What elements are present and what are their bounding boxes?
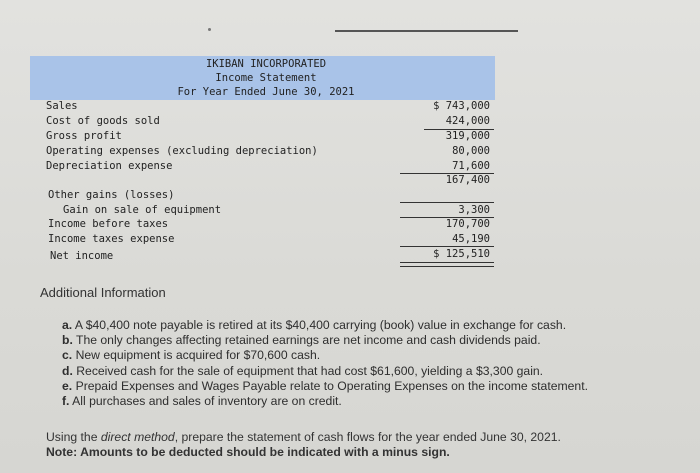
line-value: 424,000 (445, 115, 490, 127)
line-value: 319,000 (445, 130, 490, 142)
item-letter: b. (62, 333, 73, 348)
item-text: The only changes affecting retained earnings are net income and cash dividends paid. (76, 333, 541, 348)
instruction-method: direct method (100, 430, 175, 444)
instructions (46, 430, 686, 460)
line-label: Gross profit (46, 130, 122, 142)
line-value: 3,300 (458, 204, 490, 216)
line-value: 170,700 (445, 218, 490, 230)
line-label: Net income (50, 250, 114, 262)
item-text: Received cash for the sale of equipment that had cost $61,600, yielding a $3,300 gain. (76, 363, 544, 378)
item-letter: a. (62, 318, 73, 332)
list-item (62, 394, 682, 409)
item-letter: e. (62, 378, 73, 393)
instruction-line (46, 430, 686, 445)
item-letter: d. (62, 363, 73, 378)
company-name: IKIBAN INCORPORATED (205, 58, 327, 70)
list-item (62, 348, 682, 363)
line-value: $ 743,000 (433, 100, 490, 112)
list-item (62, 318, 682, 333)
statement-period: For Year Ended June 30, 2021 (177, 86, 355, 98)
item-text: New equipment is acquired for $70,600 cash. (75, 348, 321, 363)
line-label: Sales (46, 100, 78, 112)
line-label: Cost of goods sold (46, 115, 160, 127)
line-value: 71,600 (452, 160, 490, 172)
double-underline (400, 262, 494, 267)
statement-title: Income Statement (215, 72, 317, 84)
instruction-suffix: , prepare the statement of cash flows for the year ended June 30, 2021. (174, 430, 561, 444)
list-item (62, 333, 682, 348)
item-text: All purchases and sales of inventory are on credit. (72, 394, 342, 409)
line-value: 80,000 (452, 145, 490, 157)
line-value: 167,400 (445, 174, 490, 186)
stray-mark (208, 28, 211, 31)
item-letter: f. (62, 394, 70, 409)
additional-info-title: Additional Information (40, 285, 166, 300)
item-letter: c. (62, 348, 73, 363)
underline (400, 202, 494, 203)
line-label: Operating expenses (excluding depreciation) (46, 145, 318, 157)
instruction-note: Note: Amounts to be deducted should be indicated with a minus sign. (46, 445, 450, 459)
line-value: 45,190 (452, 233, 490, 245)
additional-info-list (62, 318, 682, 409)
top-rule (335, 30, 518, 32)
line-label: Depreciation expense (46, 160, 173, 172)
list-item (62, 364, 682, 379)
line-label: Other gains (losses) (48, 189, 175, 201)
line-value: $ 125,510 (433, 248, 490, 260)
line-label: Gain on sale of equipment (63, 204, 222, 216)
instruction-prefix: Using the (46, 430, 101, 444)
list-item (62, 379, 682, 394)
underline (400, 246, 494, 247)
line-label: Income before taxes (48, 218, 169, 230)
item-text: Prepaid Expenses and Wages Payable relate to Operating Expenses on the income statement. (75, 378, 588, 393)
item-text: A $40,400 note payable is retired at its $40,400 carrying (book) value in exchange for cash. (74, 318, 567, 332)
line-label: Income taxes expense (48, 233, 175, 245)
